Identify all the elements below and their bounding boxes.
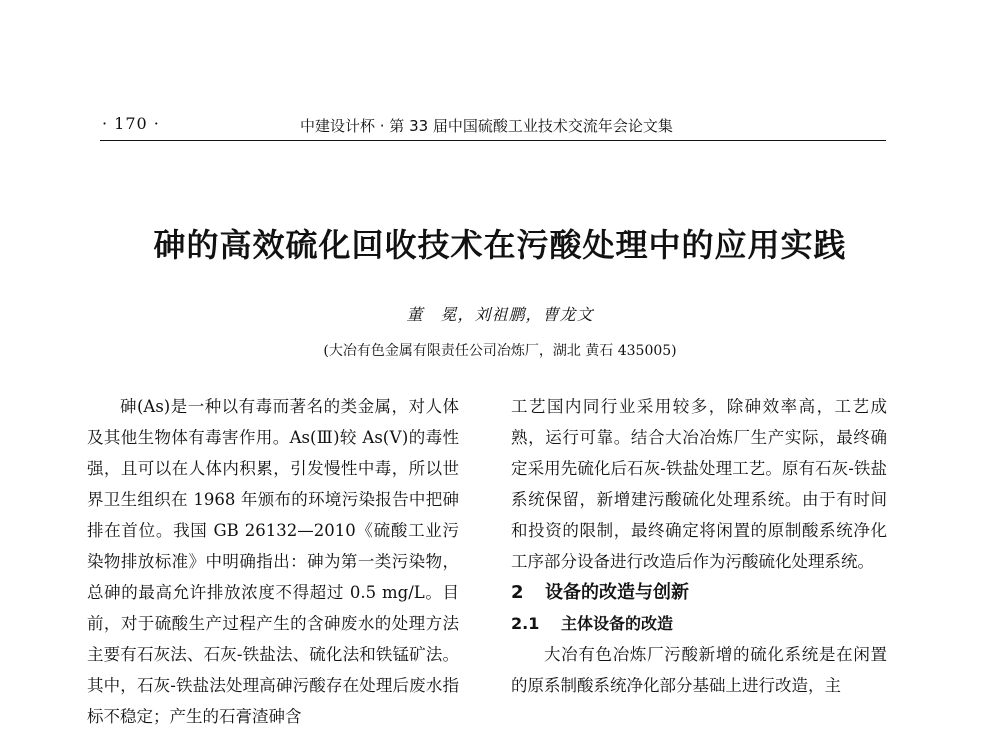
right-column xyxy=(511,391,887,701)
article-authors: 董 冕，刘祖鹏，曹龙文 xyxy=(406,305,594,324)
running-title: 中建设计杯 · 第 33 届中国硫酸工业技术交流年会论文集 xyxy=(300,117,673,135)
section-number: 2.1 xyxy=(511,614,540,633)
page-header xyxy=(0,0,1000,145)
section-heading-2-1 xyxy=(511,609,887,639)
body-paragraph: 大冶有色冶炼厂污酸新增的硫化系统是在闲置的原系制酸系统净化部分基础上进行改造，主 xyxy=(511,645,887,695)
section-heading-2 xyxy=(511,577,887,609)
section-number: 2 xyxy=(511,582,524,603)
body-paragraph: 砷(As)是一种以有毒而著名的类金属，对人体及其他生物体有毒害作用。As(Ⅲ)较 As(Ⅴ)的毒性强，且可以在人体内积累，引发慢性中毒，所以世界卫生组织在 1968 年颁布的环境污染报告中把砷排在首位。我国 GB 26132—2010《硫酸工业污染物排放标准》中明确指出：砷为第一类污染物，总砷的最高允许排放浓度不得超过 0.5 mg/L。目前，对于硫酸生产过程产生的含砷废水的处理方法主要有石灰法、石灰-铁盐法、硫化法和铁锰矿法。其中，石灰-铁盐法处理高砷污酸存在处理后废水指标不稳定；产生的石膏渣砷含 xyxy=(87,397,459,726)
header-rule xyxy=(100,140,886,141)
article-title: 砷的高效硫化回收技术在污酸处理中的应用实践 xyxy=(153,226,847,264)
body-paragraph: 工艺国内同行业采用较多，除砷效率高，工艺成熟，运行可靠。结合大冶冶炼厂生产实际，最终确定采用先硫化后石灰-铁盐处理工艺。原有石灰-铁盐系统保留，新增建污酸硫化处理系统。由于有时间和投资的限制，最终确定将闲置的原制酸系统净化工序部分设备进行改造后作为污酸硫化处理系统。 xyxy=(511,397,887,571)
article-affiliation: (大冶有色金属有限责任公司冶炼厂，湖北 黄石 435005) xyxy=(323,343,677,359)
section-title: 主体设备的改造 xyxy=(561,614,674,633)
page-number: · 170 · xyxy=(102,114,160,133)
left-column xyxy=(87,391,459,732)
section-title: 设备的改造与创新 xyxy=(545,582,689,603)
